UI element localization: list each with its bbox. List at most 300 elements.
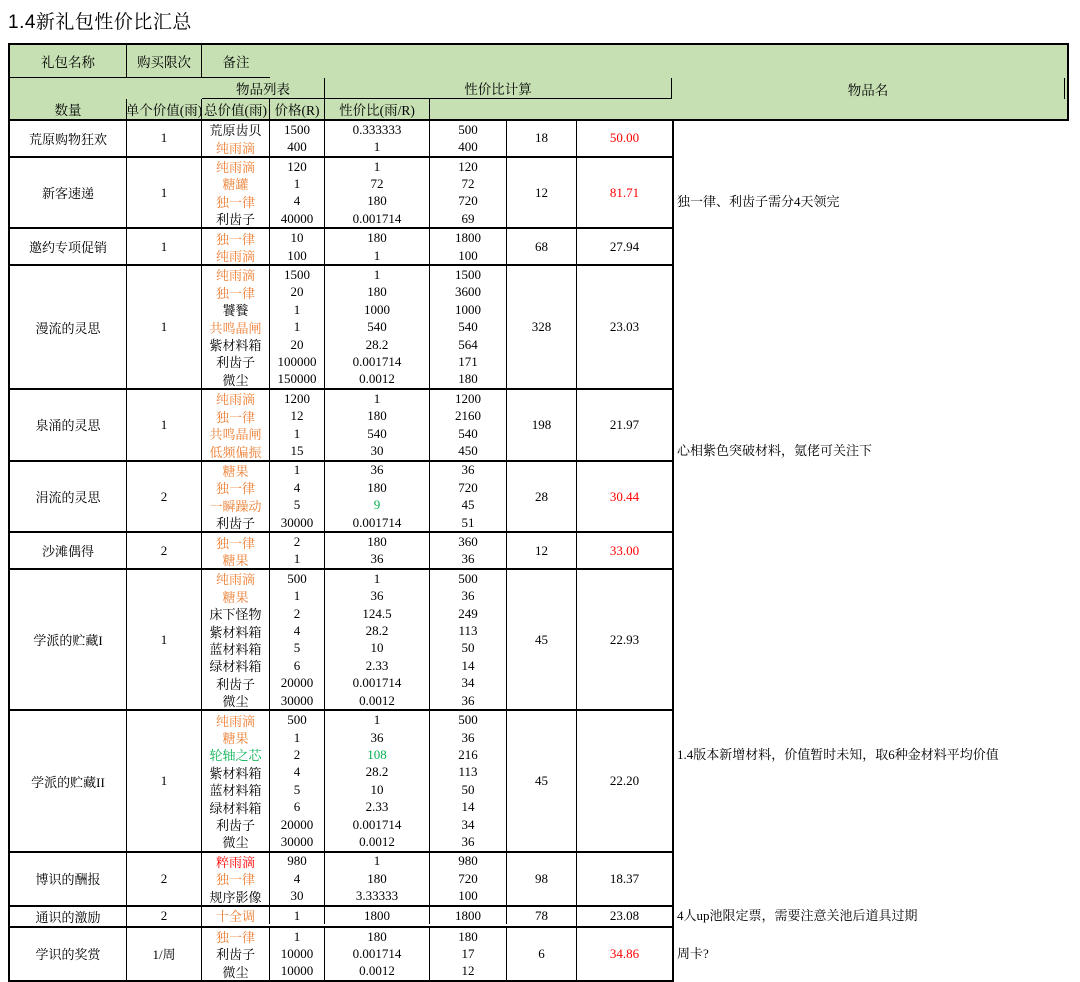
ratio-cell: 22.20 <box>609 773 640 789</box>
item-total-value: 720 <box>430 193 507 210</box>
item-total-value: 540 <box>430 318 507 335</box>
purchase-limit-cell: 2 <box>127 853 202 905</box>
note-cell <box>674 158 1069 230</box>
item-unit-value: 10 <box>325 640 430 657</box>
item-name: 纯雨滴 <box>202 247 270 264</box>
ratio-cell: 30.44 <box>609 488 640 504</box>
item-unit-value: 72 <box>325 175 430 192</box>
item-name: 共鸣晶闸 <box>202 425 270 442</box>
item-unit-value: 36 <box>325 729 430 746</box>
price-cell: 78 <box>507 907 577 926</box>
item-unit-value: 36 <box>325 551 430 568</box>
note-text: 周卡? <box>677 946 709 962</box>
items-block <box>202 570 507 709</box>
pack-group-grid <box>8 229 674 266</box>
price-cell: 12 <box>507 533 577 568</box>
item-name: 独一律 <box>202 284 270 301</box>
purchase-limit-cell: 2 <box>127 533 202 568</box>
purchase-limit-cell: 1 <box>127 158 202 228</box>
pack-name-cell: 沙滩偶得 <box>10 533 127 568</box>
header-pack-name: 礼包名称 <box>10 45 127 78</box>
header-item-name: 物品名 <box>672 78 1065 99</box>
item-total-value: 51 <box>430 514 507 531</box>
price-cell: 18 <box>507 121 577 156</box>
item-name: 利齿子 <box>202 210 270 227</box>
item-total-value: 17 <box>430 945 507 962</box>
purchase-limit-cell: 1/周 <box>127 928 202 980</box>
ratio-cell: 22.93 <box>609 631 640 647</box>
item-qty: 5 <box>270 497 325 514</box>
item-qty: 100000 <box>270 353 325 370</box>
item-total-value: 216 <box>430 746 507 763</box>
purchase-limit-cell: 2 <box>127 462 202 532</box>
pack-group <box>8 928 1069 982</box>
price-cell: 98 <box>507 853 577 905</box>
purchase-limit-cell: 1 <box>127 121 202 156</box>
item-name: 纯雨滴 <box>202 266 270 283</box>
item-unit-value: 3.33333 <box>325 887 430 904</box>
item-qty: 30000 <box>270 692 325 709</box>
item-name: 独一律 <box>202 870 270 887</box>
price-cell: 45 <box>507 711 577 850</box>
item-name: 利齿子 <box>202 353 270 370</box>
item-total-value: 113 <box>430 764 507 781</box>
price-cell: 328 <box>507 266 577 388</box>
ratio-cell: 27.94 <box>609 238 640 254</box>
price-cell: 6 <box>507 928 577 980</box>
header-quantity: 数量 <box>10 99 127 119</box>
item-qty: 2 <box>270 605 325 622</box>
items-block <box>202 853 507 905</box>
item-unit-value: 0.001714 <box>325 945 430 962</box>
item-total-value: 180 <box>430 928 507 945</box>
item-total-value: 12 <box>430 963 507 980</box>
item-unit-value: 1000 <box>325 301 430 318</box>
item-total-value: 69 <box>430 210 507 227</box>
item-name: 独一律 <box>202 928 270 945</box>
item-name: 饕餮 <box>202 301 270 318</box>
items-block <box>202 907 507 926</box>
item-unit-value: 1 <box>325 158 430 175</box>
item-unit-value: 1 <box>325 247 430 264</box>
item-qty: 500 <box>270 570 325 587</box>
item-qty: 1 <box>270 588 325 605</box>
pack-group <box>8 158 1069 230</box>
item-name: 糖果 <box>202 729 270 746</box>
item-unit-value: 2.33 <box>325 657 430 674</box>
pack-name-cell: 荒原购物狂欢 <box>10 121 127 156</box>
packs-table <box>8 43 1069 982</box>
item-unit-value: 2.33 <box>325 798 430 815</box>
item-total-value: 540 <box>430 425 507 442</box>
item-total-value: 180 <box>430 371 507 388</box>
item-name: 纯雨滴 <box>202 390 270 407</box>
item-qty: 1 <box>270 907 325 924</box>
item-name: 蓝材料箱 <box>202 781 270 798</box>
item-name: 紫材料箱 <box>202 764 270 781</box>
item-unit-value: 0.001714 <box>325 675 430 692</box>
item-total-value: 36 <box>430 588 507 605</box>
item-total-value: 14 <box>430 657 507 674</box>
item-name: 粹雨滴 <box>202 853 270 870</box>
item-name: 微尘 <box>202 692 270 709</box>
item-unit-value: 10 <box>325 781 430 798</box>
item-total-value: 1000 <box>430 301 507 318</box>
item-qty: 1200 <box>270 390 325 407</box>
header-notes: 备注 <box>202 45 270 78</box>
item-name: 微尘 <box>202 371 270 388</box>
item-name: 独一律 <box>202 229 270 246</box>
pack-group <box>8 533 1069 570</box>
purchase-limit-cell: 1 <box>127 570 202 709</box>
item-unit-value: 36 <box>325 588 430 605</box>
item-unit-value: 180 <box>325 408 430 425</box>
item-total-value: 720 <box>430 479 507 496</box>
item-unit-value: 36 <box>325 462 430 479</box>
items-block <box>202 462 507 532</box>
item-qty: 1 <box>270 175 325 192</box>
header-price: 价格(R) <box>270 99 325 119</box>
item-name: 纯雨滴 <box>202 138 270 155</box>
item-unit-value: 180 <box>325 229 430 246</box>
item-unit-value: 9 <box>325 497 430 514</box>
item-unit-value: 0.0012 <box>325 371 430 388</box>
item-qty: 1500 <box>270 266 325 283</box>
item-name: 纯雨滴 <box>202 711 270 728</box>
ratio-cell: 23.08 <box>609 908 640 924</box>
item-total-value: 50 <box>430 781 507 798</box>
item-unit-value: 0.001714 <box>325 353 430 370</box>
item-total-value: 1500 <box>430 266 507 283</box>
item-qty: 120 <box>270 158 325 175</box>
price-cell: 45 <box>507 570 577 709</box>
item-total-value: 360 <box>430 533 507 550</box>
pack-name-cell: 涓流的灵思 <box>10 462 127 532</box>
item-qty: 1 <box>270 551 325 568</box>
purchase-limit-cell: 2 <box>127 907 202 926</box>
header-purchase-limit: 购买限次 <box>127 45 202 78</box>
item-name: 利齿子 <box>202 945 270 962</box>
item-name: 十全调 <box>202 907 270 924</box>
item-qty: 5 <box>270 781 325 798</box>
item-unit-value: 180 <box>325 193 430 210</box>
item-total-value: 36 <box>430 729 507 746</box>
pack-group <box>8 711 1069 852</box>
item-qty: 1 <box>270 425 325 442</box>
header-ratio: 性价比(雨/R) <box>325 99 430 119</box>
item-qty: 40000 <box>270 210 325 227</box>
purchase-limit-cell: 1 <box>127 229 202 264</box>
item-total-value: 400 <box>430 138 507 155</box>
item-qty: 6 <box>270 798 325 815</box>
item-qty: 4 <box>270 193 325 210</box>
pack-name-cell: 博识的酬报 <box>10 853 127 905</box>
purchase-limit-cell: 1 <box>127 711 202 850</box>
note-cell <box>674 462 1069 534</box>
pack-name-cell: 新客速递 <box>10 158 127 228</box>
item-total-value: 171 <box>430 353 507 370</box>
pack-name-cell: 学派的贮藏II <box>10 711 127 850</box>
item-name: 独一律 <box>202 479 270 496</box>
item-total-value: 2160 <box>430 408 507 425</box>
price-cell: 198 <box>507 390 577 460</box>
pack-group-grid <box>8 390 674 462</box>
item-name: 糖果 <box>202 462 270 479</box>
item-unit-value: 180 <box>325 928 430 945</box>
pack-group <box>8 390 1069 462</box>
item-total-value: 120 <box>430 158 507 175</box>
items-block <box>202 928 507 980</box>
pack-group <box>8 907 1069 928</box>
pack-group-grid <box>8 928 674 982</box>
item-qty: 10 <box>270 229 325 246</box>
item-name: 绿材料箱 <box>202 798 270 815</box>
items-block <box>202 266 507 388</box>
item-qty: 20000 <box>270 816 325 833</box>
items-block <box>202 533 507 568</box>
item-name: 一瞬躁动 <box>202 497 270 514</box>
pack-group <box>8 462 1069 534</box>
items-block <box>202 390 507 460</box>
item-total-value: 36 <box>430 833 507 850</box>
item-qty: 4 <box>270 764 325 781</box>
pack-group <box>8 121 1069 158</box>
item-qty: 15 <box>270 442 325 459</box>
note-cell <box>674 853 1069 907</box>
item-total-value: 720 <box>430 870 507 887</box>
item-name: 轮轴之芯 <box>202 746 270 763</box>
item-qty: 1 <box>270 462 325 479</box>
item-name: 糖罐 <box>202 175 270 192</box>
purchase-limit-cell: 1 <box>127 266 202 388</box>
note-cell <box>674 121 1069 158</box>
item-total-value: 500 <box>430 711 507 728</box>
item-name: 糖果 <box>202 588 270 605</box>
ratio-cell: 18.37 <box>609 870 640 886</box>
items-block <box>202 121 507 156</box>
item-total-value: 1800 <box>430 907 507 924</box>
pack-group-grid <box>8 121 674 158</box>
item-qty: 5 <box>270 640 325 657</box>
item-unit-value: 28.2 <box>325 622 430 639</box>
item-total-value: 36 <box>430 551 507 568</box>
item-unit-value: 30 <box>325 442 430 459</box>
table-header <box>8 43 1069 121</box>
item-qty: 6 <box>270 657 325 674</box>
item-unit-value: 180 <box>325 479 430 496</box>
pack-group <box>8 229 1069 266</box>
item-name: 紫材料箱 <box>202 336 270 353</box>
note-text: 心相紫色突破材料，氪佬可关注下 <box>677 443 873 459</box>
items-block <box>202 711 507 850</box>
item-unit-value: 28.2 <box>325 336 430 353</box>
item-name: 利齿子 <box>202 816 270 833</box>
header-calc: 性价比计算 <box>325 78 672 99</box>
item-unit-value: 0.001714 <box>325 210 430 227</box>
item-qty: 100 <box>270 247 325 264</box>
pack-name-cell: 通识的激励 <box>10 907 127 926</box>
item-unit-value: 108 <box>325 746 430 763</box>
ratio-cell: 21.97 <box>609 416 640 432</box>
item-total-value: 100 <box>430 247 507 264</box>
pack-group-grid <box>8 853 674 907</box>
item-qty: 4 <box>270 479 325 496</box>
pack-group-grid <box>8 570 674 711</box>
item-total-value: 34 <box>430 675 507 692</box>
item-unit-value: 0.333333 <box>325 121 430 138</box>
item-total-value: 1800 <box>430 229 507 246</box>
note-text: 4人up池限定票，需要注意关池后道具过期 <box>677 907 918 923</box>
item-name: 荒原齿贝 <box>202 121 270 138</box>
price-cell: 12 <box>507 158 577 228</box>
item-unit-value: 0.001714 <box>325 514 430 531</box>
note-cell <box>674 390 1069 462</box>
item-unit-value: 180 <box>325 284 430 301</box>
item-qty: 30000 <box>270 514 325 531</box>
item-unit-value: 124.5 <box>325 605 430 622</box>
item-total-value: 564 <box>430 336 507 353</box>
item-unit-value: 0.0012 <box>325 963 430 980</box>
item-unit-value: 1 <box>325 390 430 407</box>
item-qty: 400 <box>270 138 325 155</box>
item-name: 独一律 <box>202 193 270 210</box>
item-qty: 1 <box>270 928 325 945</box>
item-qty: 2 <box>270 746 325 763</box>
item-qty: 4 <box>270 622 325 639</box>
pack-group-grid <box>8 158 674 230</box>
item-unit-value: 1 <box>325 138 430 155</box>
item-total-value: 3600 <box>430 284 507 301</box>
item-total-value: 36 <box>430 462 507 479</box>
pack-group <box>8 853 1069 907</box>
pack-group-grid <box>8 711 674 852</box>
item-name: 微尘 <box>202 833 270 850</box>
item-total-value: 500 <box>430 570 507 587</box>
item-total-value: 34 <box>430 816 507 833</box>
note-cell <box>674 533 1069 570</box>
item-total-value: 500 <box>430 121 507 138</box>
pack-group-grid <box>8 533 674 570</box>
note-cell <box>674 928 1069 982</box>
pack-group-grid <box>8 462 674 534</box>
note-text: 独一律、利齿子需分4天领完 <box>677 193 840 209</box>
note-cell <box>674 711 1069 852</box>
header-total-value: 总价值(雨) <box>202 99 270 119</box>
item-name: 利齿子 <box>202 514 270 531</box>
item-total-value: 36 <box>430 692 507 709</box>
item-unit-value: 1 <box>325 711 430 728</box>
item-qty: 4 <box>270 870 325 887</box>
item-name: 床下怪物 <box>202 605 270 622</box>
item-name: 紫材料箱 <box>202 622 270 639</box>
item-unit-value: 180 <box>325 870 430 887</box>
pack-name-cell: 邀约专项促销 <box>10 229 127 264</box>
item-unit-value: 1 <box>325 570 430 587</box>
item-unit-value: 180 <box>325 533 430 550</box>
item-unit-value: 1 <box>325 266 430 283</box>
ratio-cell: 23.03 <box>609 319 640 335</box>
item-name: 绿材料箱 <box>202 657 270 674</box>
item-name: 微尘 <box>202 963 270 980</box>
item-name: 蓝材料箱 <box>202 640 270 657</box>
pack-group-grid <box>8 266 674 390</box>
note-cell <box>674 229 1069 266</box>
item-qty: 1 <box>270 301 325 318</box>
note-cell <box>674 266 1069 390</box>
ratio-cell: 34.86 <box>609 945 640 961</box>
item-name: 独一律 <box>202 408 270 425</box>
table-body <box>8 121 1069 982</box>
page-title: 1.4新礼包性价比汇总 <box>8 12 192 33</box>
pack-group-grid <box>8 907 674 928</box>
ratio-cell: 50.00 <box>609 130 640 146</box>
item-name: 低频偏振 <box>202 442 270 459</box>
item-unit-value: 0.0012 <box>325 833 430 850</box>
item-unit-value: 0.0012 <box>325 692 430 709</box>
note-cell <box>674 907 1069 928</box>
item-name: 共鸣晶闸 <box>202 318 270 335</box>
item-name: 糖果 <box>202 551 270 568</box>
item-name: 利齿子 <box>202 675 270 692</box>
purchase-limit-cell: 1 <box>127 390 202 460</box>
item-qty: 30 <box>270 887 325 904</box>
item-qty: 20000 <box>270 675 325 692</box>
item-total-value: 72 <box>430 175 507 192</box>
item-qty: 1 <box>270 318 325 335</box>
header-unit-value: 单个价值(雨) <box>127 99 202 119</box>
pack-group <box>8 570 1069 711</box>
item-qty: 500 <box>270 711 325 728</box>
item-qty: 150000 <box>270 371 325 388</box>
item-total-value: 113 <box>430 622 507 639</box>
item-qty: 12 <box>270 408 325 425</box>
item-total-value: 450 <box>430 442 507 459</box>
item-name: 纯雨滴 <box>202 158 270 175</box>
item-name: 纯雨滴 <box>202 570 270 587</box>
item-total-value: 100 <box>430 887 507 904</box>
price-cell: 68 <box>507 229 577 264</box>
item-qty: 20 <box>270 284 325 301</box>
item-unit-value: 28.2 <box>325 764 430 781</box>
pack-name-cell: 漫流的灵思 <box>10 266 127 388</box>
item-unit-value: 1 <box>325 853 430 870</box>
item-qty: 30000 <box>270 833 325 850</box>
ratio-cell: 81.71 <box>609 184 640 200</box>
item-name: 独一律 <box>202 533 270 550</box>
item-unit-value: 0.001714 <box>325 816 430 833</box>
header-item-list: 物品列表 <box>202 78 325 99</box>
item-unit-value: 540 <box>325 318 430 335</box>
item-total-value: 249 <box>430 605 507 622</box>
item-total-value: 1200 <box>430 390 507 407</box>
item-qty: 1 <box>270 729 325 746</box>
items-block <box>202 158 507 228</box>
item-qty: 2 <box>270 533 325 550</box>
item-qty: 20 <box>270 336 325 353</box>
item-qty: 10000 <box>270 945 325 962</box>
item-unit-value: 540 <box>325 425 430 442</box>
ratio-cell: 33.00 <box>609 542 640 558</box>
item-total-value: 45 <box>430 497 507 514</box>
item-total-value: 980 <box>430 853 507 870</box>
item-total-value: 50 <box>430 640 507 657</box>
pack-name-cell: 学派的贮藏I <box>10 570 127 709</box>
pack-group <box>8 266 1069 390</box>
item-qty: 10000 <box>270 963 325 980</box>
item-unit-value: 1800 <box>325 907 430 924</box>
pack-name-cell: 学识的奖赏 <box>10 928 127 980</box>
item-qty: 980 <box>270 853 325 870</box>
